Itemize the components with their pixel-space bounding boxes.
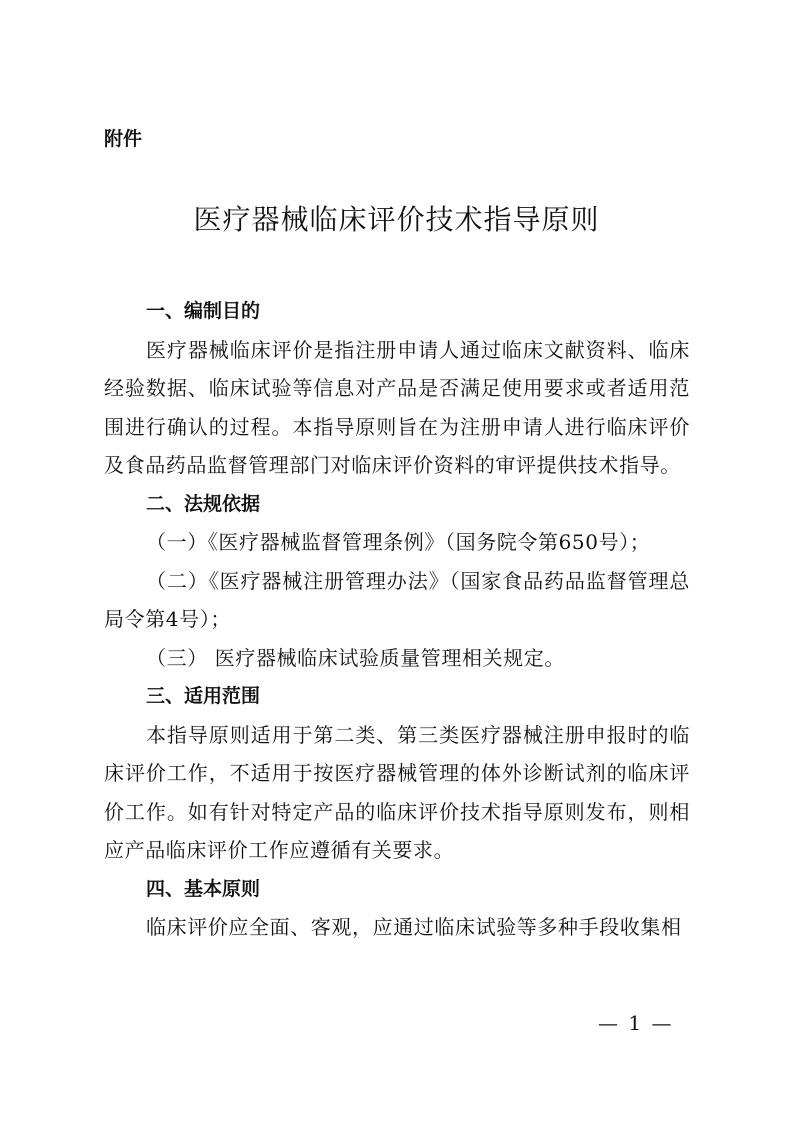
page-number: — 1 — [598,1011,674,1035]
section-paragraph-principles: 临床评价应全面、客观，应通过临床试验等多种手段收集相 [146,915,682,939]
section-heading-legal-basis: 二、法规依据 [146,492,261,515]
legal-basis-item: （二）《医疗器械注册管理办法》（国家食品药品监督管理总局令第4号）； [104,568,690,631]
legal-basis-item: （一）《医疗器械监督管理条例》（国务院令第650号）； [146,530,651,554]
attachment-label: 附件 [104,128,143,150]
legal-basis-item: （三） 医疗器械临床试验质量管理相关规定。 [146,645,565,670]
section-heading-scope: 三、适用范围 [146,685,261,707]
document-body [104,292,690,947]
section-heading-purpose: 一、编制目的 [146,300,261,322]
document-title: 医疗器械临床评价技术指导原则 [193,203,600,236]
section-paragraph-scope: 本指导原则适用于第二类、第三类医疗器械注册申报时的临床评价工作，不适用于按医疗器械管理的体外诊断试剂的临床评价工作。如有针对特定产品的临床评价技术指导原则发布，则相应产品临床评价工作应遵循有关要求。 [104,722,690,862]
section-paragraph-purpose: 医疗器械临床评价是指注册申请人通过临床文献资料、临床经验数据、临床试验等信息对产品是否满足使用要求或者适用范围进行确认的过程。本指导原则旨在为注册申请人进行临床评价及食品药品监督管理部门对临床评价资料的审评提供技术指导。 [104,337,690,477]
section-heading-principles: 四、基本原则 [146,877,261,900]
